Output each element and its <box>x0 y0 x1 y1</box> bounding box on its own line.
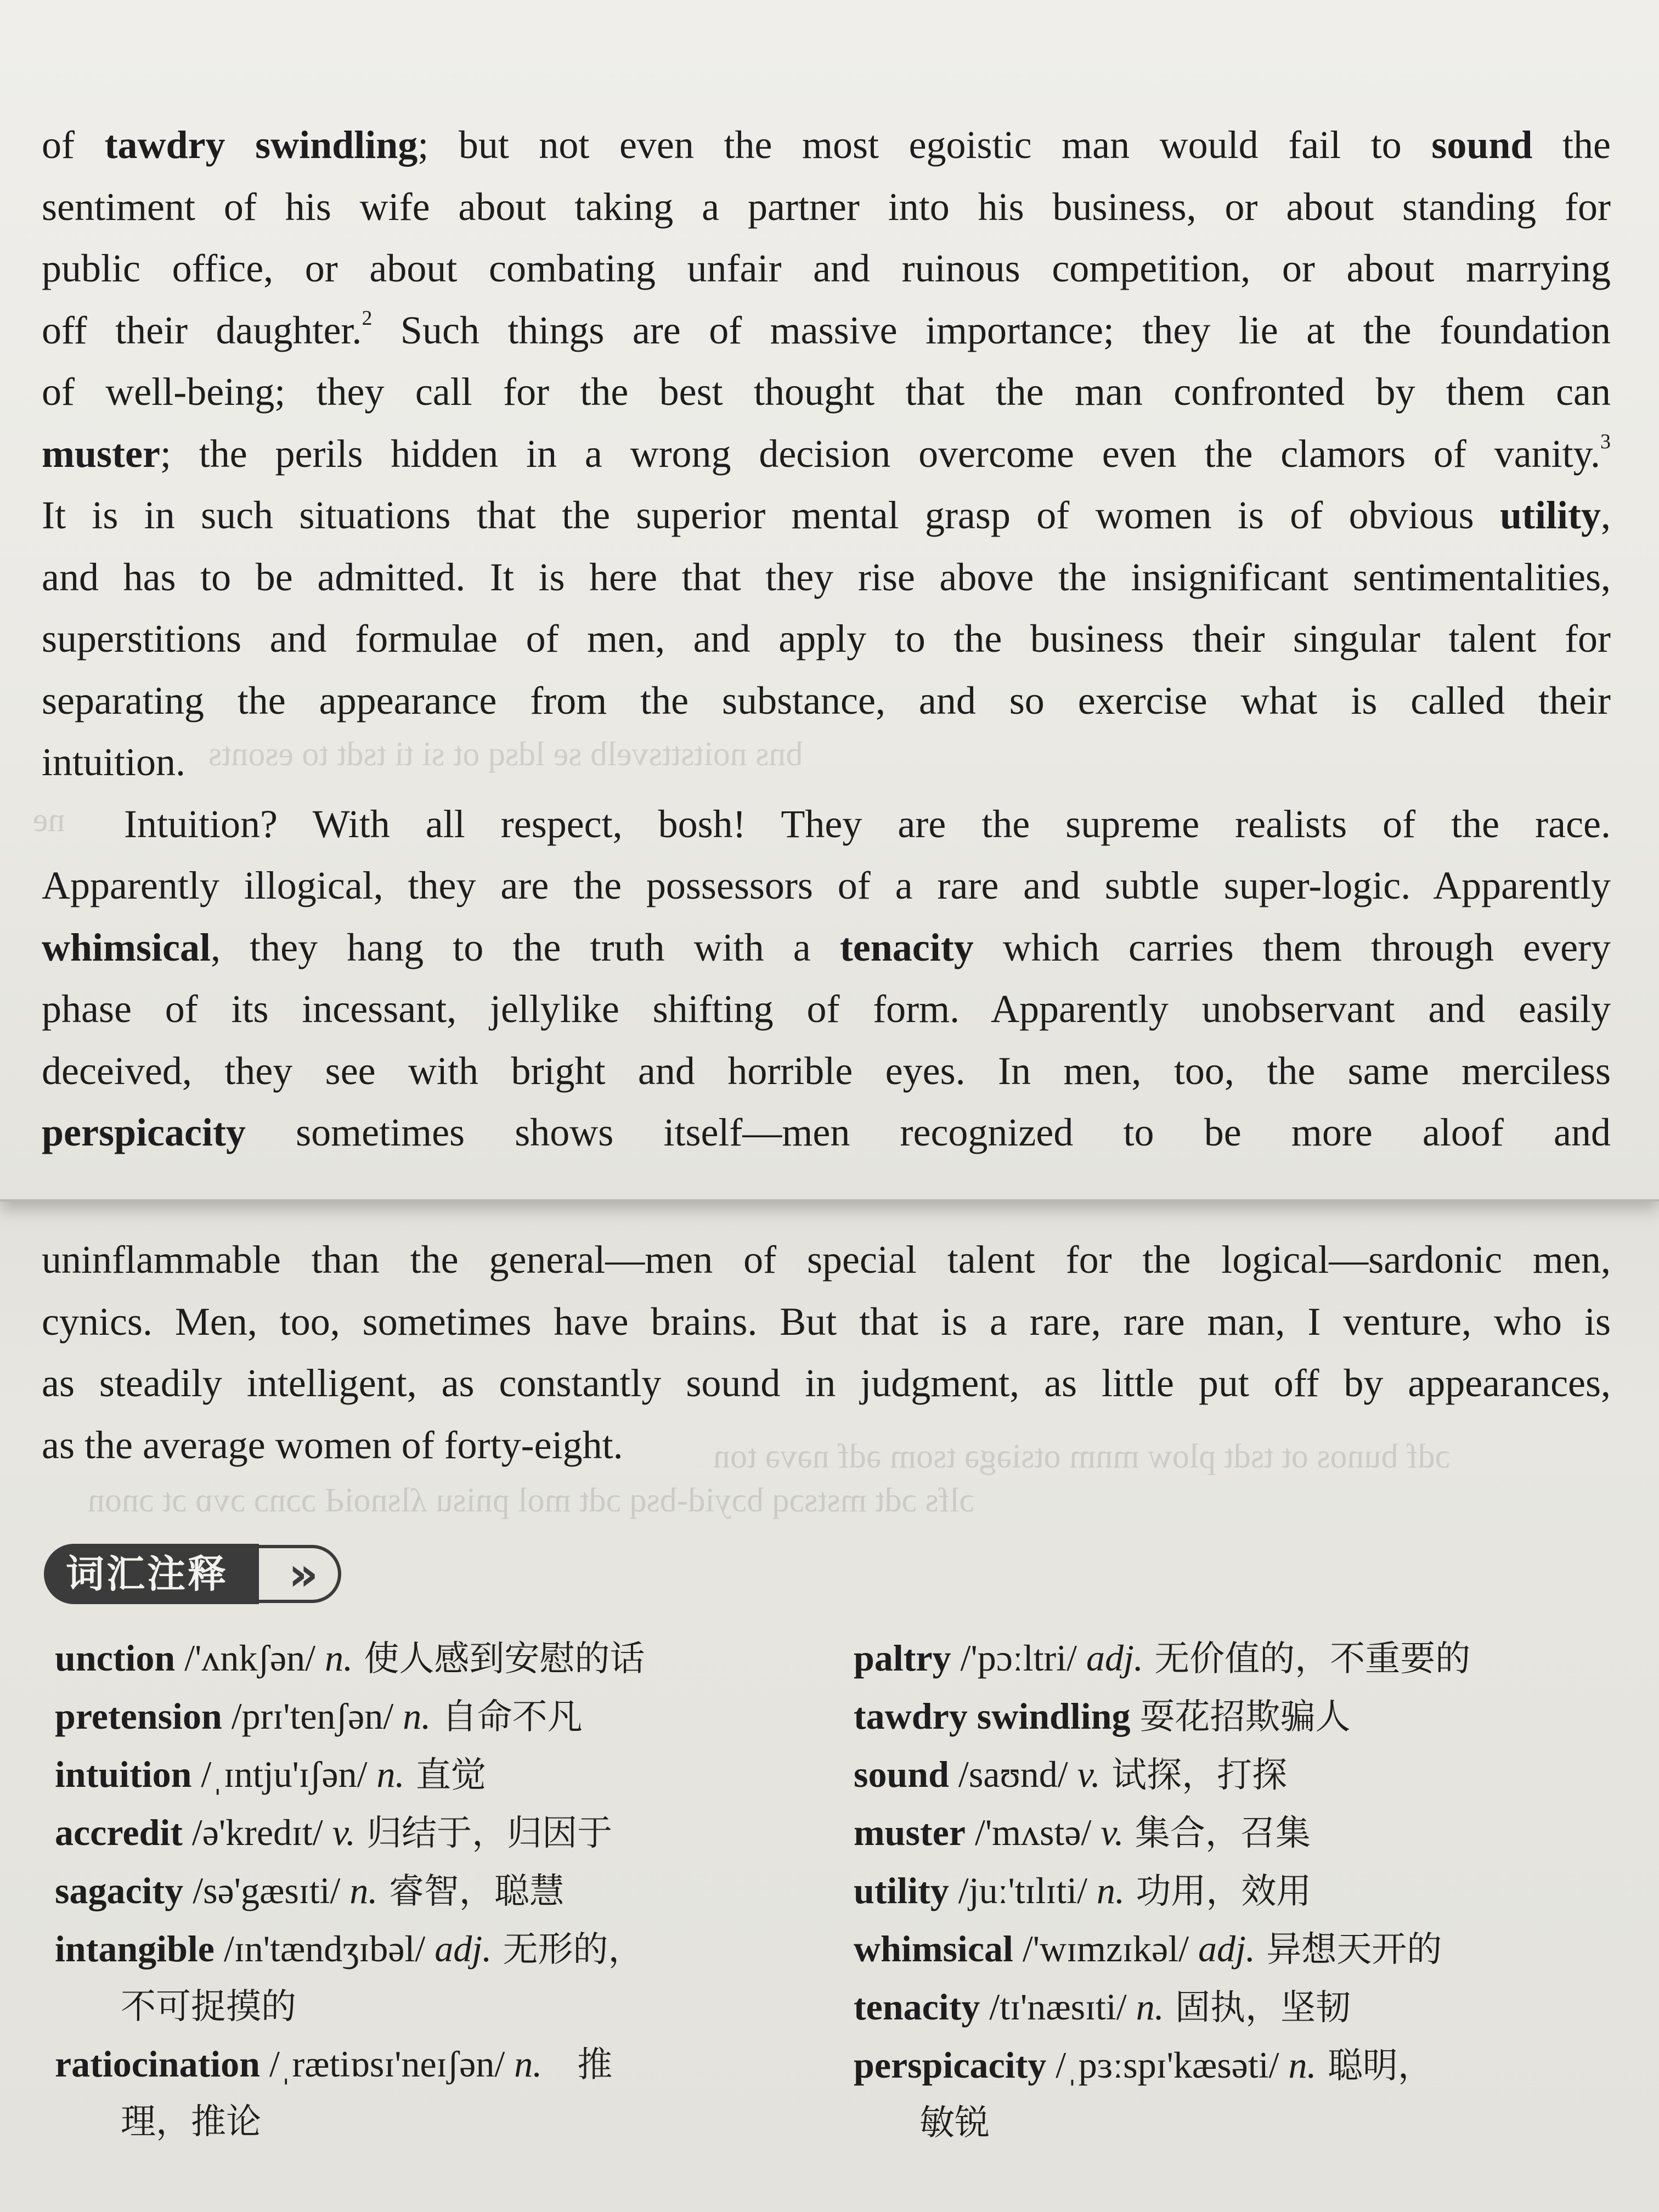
text-line: whimsical, they hang to the truth with a tenacity which carries them through every <box>42 925 1611 969</box>
bleed-through-text: ɔlfs ɔdt mstsɔq bɔyid-bsq ɔdt mol pnisu ʎlsnoiԀ ɔɔnɔ ɔvɒ ɔt ɔnon <box>88 1482 974 1519</box>
text-line: phase of its incessant, jellylike shifting of form. Apparently unobservant and easily <box>42 987 1611 1031</box>
vocab-entry: paltry /'pɔːltri/ adj. 无价值的，不重要的 <box>854 1637 1471 1679</box>
text-line: uninflammable than the general—men of special talent for the logical—sardonic men, <box>42 1238 1611 1282</box>
vocab-entry: intuition /ˌɪntju'ɪʃən/ n. 直觉 <box>55 1753 486 1796</box>
body-text <box>42 114 1611 1164</box>
vocab-entry: sagacity /sə'gæsɪti/ n. 睿智，聪慧 <box>55 1870 565 1912</box>
vocab-entry: sound /saʊnd/ v. 试探，打探 <box>854 1753 1288 1796</box>
bold-term: tawdry swindling <box>104 123 418 167</box>
vocab-section-header <box>44 1542 341 1606</box>
text-line: muster; the perils hidden in a wrong decision overcome even the clamors of vanity.$^3$ <box>42 430 1611 476</box>
text-line: as steadily intelligent, as constantly sound in judgment, as little put off by appearances, <box>42 1361 1611 1405</box>
text-line: sentiment of his wife about taking a partner into his business, or about standing for <box>42 184 1611 229</box>
text-line: superstitions and formulae of men, and apply to the business their singular talent for <box>42 617 1611 661</box>
text-line: cynics. Men, too, sometimes have brains. But that is a rare, rare man, I venture, who is <box>42 1299 1611 1344</box>
text-line: deceived, they see with bright and horrible eyes. In men, too, the same merciless <box>42 1048 1611 1093</box>
paragraph <box>42 114 1611 793</box>
text-line: intuition. <box>42 740 186 784</box>
vocab-entry: muster /'mʌstə/ v. 集合，召集 <box>854 1812 1311 1854</box>
text-line: perspicacity sometimes shows itself—men recognized to be more aloof and <box>42 1110 1611 1154</box>
text-line: separating the appearance from the substance, and so exercise what is called their <box>42 678 1611 723</box>
vocab-entry: pretension /prɪ'tenʃən/ n. 自命不凡 <box>55 1695 583 1737</box>
text-line: public office, or about combating unfair and ruinous competition, or about marrying <box>42 246 1611 290</box>
vocab-entry: tawdry swindling 耍花招欺骗人 <box>854 1695 1351 1737</box>
paragraph <box>42 793 1611 1164</box>
bold-term: sound <box>1431 123 1533 167</box>
vocab-entry: unction /'ʌnkʃən/ n. 使人感到安慰的话 <box>55 1637 645 1679</box>
text-line: of tawdry swindling; but not even the most egoistic man would fail to sound the <box>42 123 1611 167</box>
footnote-marker: 3 <box>1600 430 1611 453</box>
bleed-through-text: ɔdf bunos ot tsdt plow mnm otsiəgə tsom ədf nəvə ton <box>713 1438 1451 1475</box>
text-line: off their daughter.$^2$ Such things are of massive importance; they lie at the foundation <box>42 306 1611 352</box>
text-line: Intuition? With all respect, bosh! They are the supreme realists of the race. <box>124 802 1611 846</box>
lower-page <box>0 1201 1659 2212</box>
text-line: of well-being; they call for the best thought that the man confronted by them can <box>42 370 1611 414</box>
bold-term: perspicacity <box>42 1110 246 1154</box>
text-line: and has to be admitted. It is here that they rise above the insignificant sentimentalities, <box>42 555 1611 599</box>
vocab-title: 词汇注释 <box>44 1544 259 1604</box>
vocab-entry: perspicacity /ˌpɜːspɪ'kæsəti/ n. 聪明， 敏锐 <box>854 2044 1433 2143</box>
bleed-through-text: ne <box>33 802 65 839</box>
paragraph <box>42 1229 1611 1476</box>
text-line: It is in such situations that the superior mental grasp of women is of obvious utility, <box>42 493 1611 537</box>
vocab-entry: whimsical /'wɪmzɪkəl/ adj. 异想天开的 <box>854 1928 1442 1970</box>
vocab-entry: ratiocination /ˌrætiɒsɪ'neɪʃən/ n. 推 理，推论 <box>55 2043 613 2142</box>
bold-term: tenacity <box>839 925 974 969</box>
text-line: as the average women of forty-eight. <box>42 1423 623 1467</box>
double-chevron-icon: » <box>259 1545 341 1603</box>
bleed-through-text: bns noitsttsvelb se ldsq ot si ti tsdt to esonts <box>208 736 803 773</box>
vocab-entry: tenacity /tɪ'næsɪti/ n. 固执，坚韧 <box>854 1986 1351 2028</box>
vocab-entry: utility /juː'tɪlɪti/ n. 功用，效用 <box>854 1870 1312 1912</box>
body-text <box>42 1229 1611 1476</box>
bold-term: whimsical <box>42 925 211 969</box>
bold-term: utility <box>1499 493 1601 537</box>
vocab-entry: accredit /ə'kredɪt/ v. 归结于，归因于 <box>55 1812 613 1854</box>
vocab-entry: intangible /ɪn'tændʒɪbəl/ adj. 无形的， 不可捉摸的 <box>55 1928 644 2027</box>
vocab-list-left <box>55 1629 823 2151</box>
text-line: Apparently illogical, they are the possessors of a rare and subtle super-logic. Apparently <box>42 864 1611 907</box>
vocab-list-right <box>854 1629 1622 2152</box>
footnote-marker: 2 <box>362 306 373 330</box>
bold-term: muster <box>42 431 160 476</box>
